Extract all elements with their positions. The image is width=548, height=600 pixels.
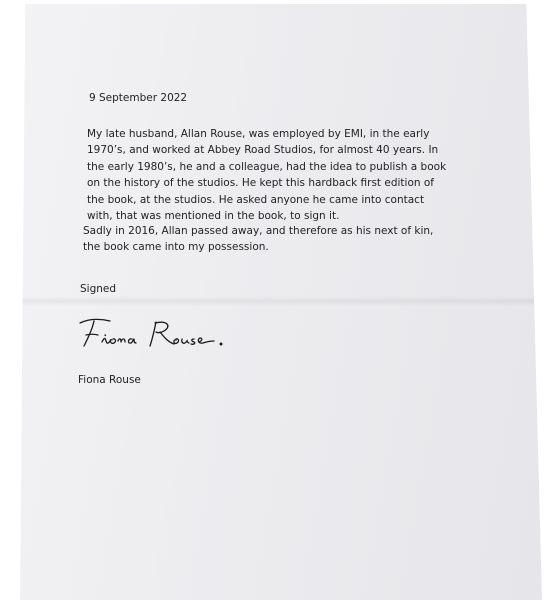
letter-paragraph-1: My late husband, Allan Rouse, was employed by EMI, in the early 1970’s, and worked at Abbey Road Studios, for almost 40 years. In the early 1980’s, he and a colleague, had the idea to publish a book on the history of the studios. He kept this hardback first edition of the book, at the studios. He asked anyone he came into contact with, that was mentioned in the book, to sign it.: [87, 128, 447, 223]
letter-date: 9 September 2022: [89, 92, 188, 104]
signed-label: Signed: [80, 283, 117, 295]
handwritten-signature: [72, 308, 232, 358]
letter-paragraph-2: Sadly in 2016, Allan passed away, and therefore as his next of kin, the book came into my possession.: [83, 225, 434, 254]
signer-name: Fiona Rouse: [78, 374, 141, 386]
paper-fold: [20, 296, 542, 306]
